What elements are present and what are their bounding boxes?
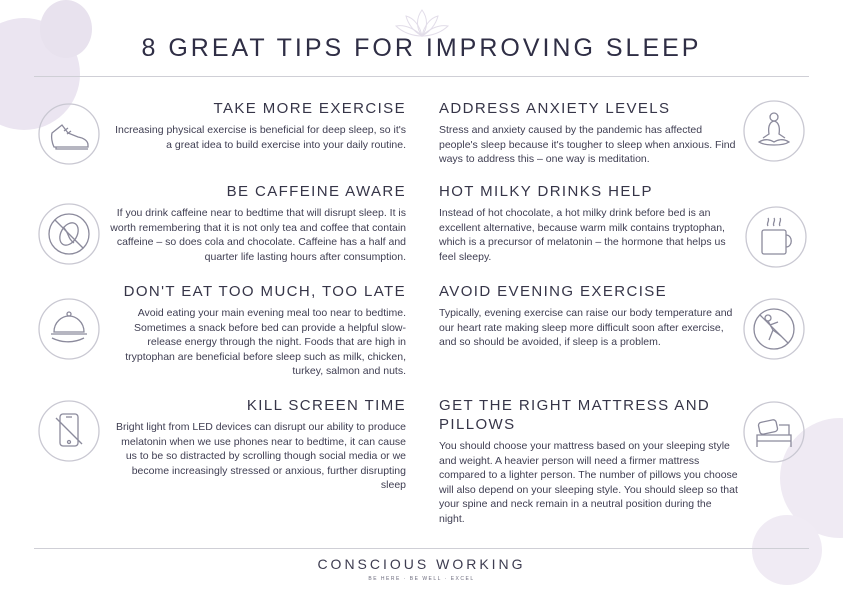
bed-pillow-icon xyxy=(743,401,805,463)
tip-body: Avoid eating your main evening meal too near to bedtime. Sometimes a snack before bed can provide a helpful slow-release energy through the night. Foods that are high in tryptophan are beneficial before sleep such as milk, chicken, turkey, salmon and nuts. xyxy=(125,307,406,377)
tip-take-more-exercise xyxy=(108,99,406,152)
tip-heading: AVOID EVENING EXERCISE xyxy=(439,283,668,300)
brand-tagline: BE HERE · BE WELL · EXCEL xyxy=(368,576,475,582)
tip-hot-milky-drinks xyxy=(439,182,739,264)
tip-dont-eat-too-late xyxy=(108,282,406,379)
tip-body: Increasing physical exercise is beneficial for deep sleep, so it's a great idea to build exercise into your daily routine. xyxy=(115,124,406,151)
divider xyxy=(34,548,809,549)
tip-avoid-evening-exercise xyxy=(439,282,739,350)
hot-mug-icon xyxy=(745,206,807,268)
tip-kill-screen-time xyxy=(108,396,406,493)
tip-body: You should choose your mattress based on your sleeping style and weight. A heavier person will need a firmer mattress compared to a lighter person. The number of pillows you choose will also depend on your sleeping style. You should sleep so that your spine and neck remain in a neutral position during the night. xyxy=(439,440,738,525)
tip-body: Stress and anxiety caused by the pandemic has affected people's sleep because it's tougher to sleep when anxious. Find ways to address this – one way is meditation. xyxy=(439,124,736,165)
tip-body: If you drink caffeine near to bedtime that will disrupt sleep. It is worth remembering that it is not only tea and coffee that contain caffeine – so does cola and chocolate. Caffeine has a half and quarter life lasting hours after consumption. xyxy=(110,207,406,263)
footer xyxy=(0,556,843,582)
tip-heading: ADDRESS ANXIETY LEVELS xyxy=(439,100,671,117)
food-cloche-icon xyxy=(38,298,100,360)
tip-heading: TAKE MORE EXERCISE xyxy=(213,100,406,117)
tip-right-mattress-pillows xyxy=(439,396,739,526)
tip-heading: HOT MILKY DRINKS HELP xyxy=(439,183,653,200)
no-exercise-icon xyxy=(743,298,805,360)
meditation-icon xyxy=(743,100,805,162)
tip-heading: KILL SCREEN TIME xyxy=(246,397,406,414)
tip-heading: GET THE RIGHT MATTRESS AND PILLOWS xyxy=(439,397,711,433)
tip-body: Bright light from LED devices can disrupt our ability to produce melatonin when we use phones near to bedtime, it can cause us to be so distracted by scrolling though social media or we become increasingly stressed or anxious, further disrupting sleep xyxy=(115,421,406,491)
tip-body: Typically, evening exercise can raise our body temperature and our heart rate making sleep more difficult soon after exercise, and so should be avoided, if sleep is a problem. xyxy=(439,307,733,348)
divider xyxy=(34,76,809,77)
tip-body: Instead of hot chocolate, a hot milky drink before bed is an excellent alternative, because warm milk contains tryptophan, which is a precursor of melatonin – the hormone that helps us feel sleepy. xyxy=(439,207,726,263)
tip-heading: DON'T EAT TOO MUCH, TOO LATE xyxy=(123,283,406,300)
no-phone-icon xyxy=(38,400,100,462)
trainer-shoe-icon xyxy=(38,103,100,165)
page-title: 8 GREAT TIPS FOR IMPROVING SLEEP xyxy=(141,34,702,62)
brand-logo-text: CONSCIOUS WORKING xyxy=(317,556,526,572)
tip-address-anxiety-levels xyxy=(439,99,739,167)
tip-be-caffeine-aware xyxy=(108,182,406,264)
no-coffee-icon xyxy=(38,203,100,265)
tip-heading: BE CAFFEINE AWARE xyxy=(226,183,406,200)
